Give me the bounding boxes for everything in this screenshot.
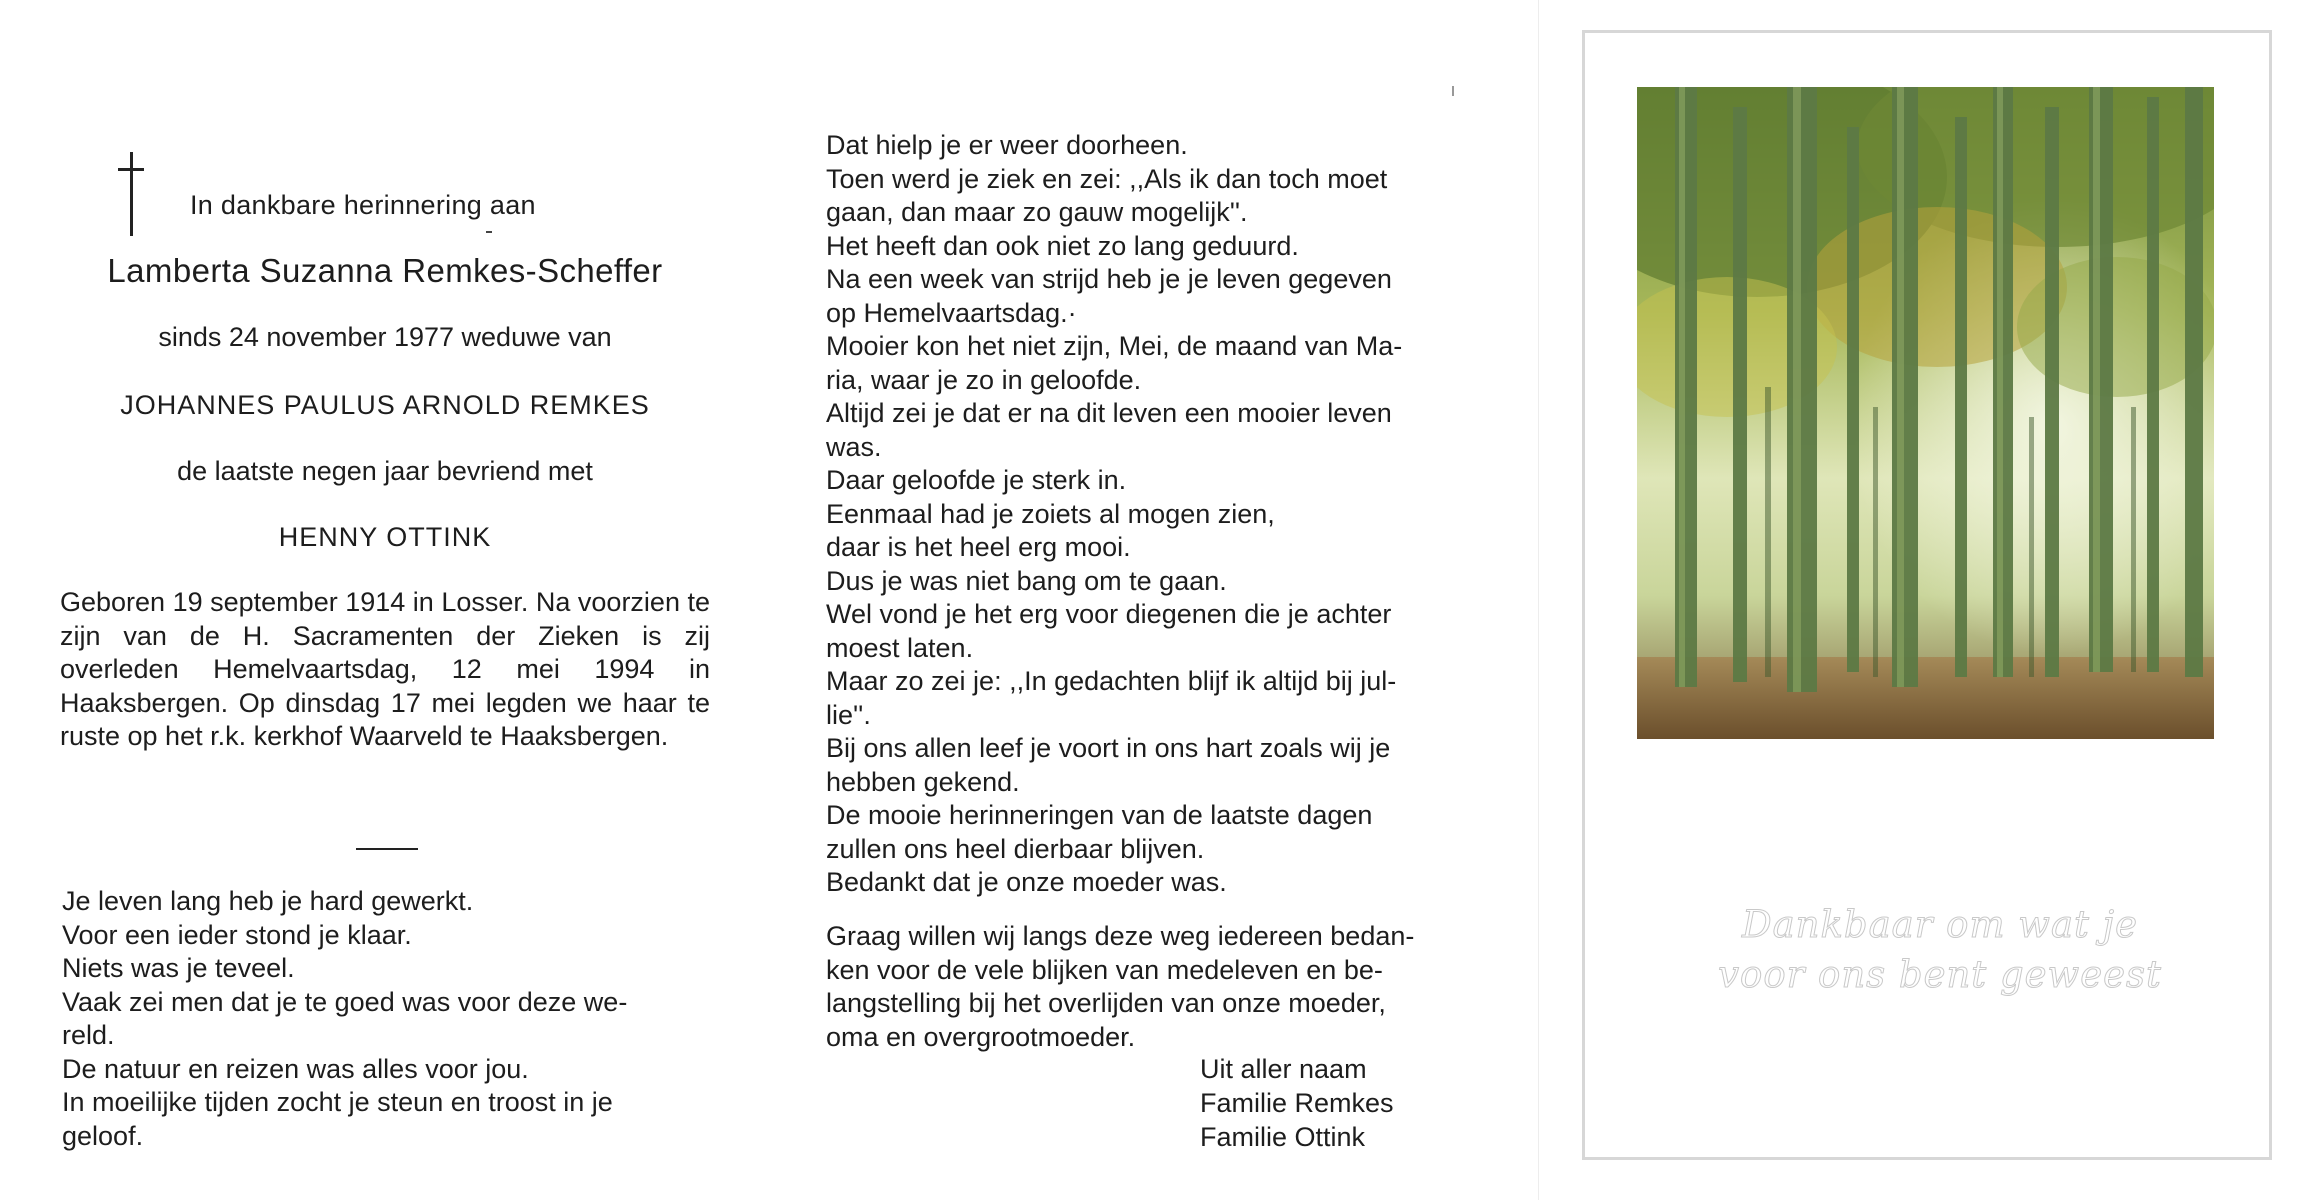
poem-line: In moeilijke tijden zocht je steun en troost in je bbox=[62, 1087, 613, 1117]
signature-line: Familie Remkes bbox=[1200, 1088, 1394, 1118]
poem-right-column bbox=[826, 129, 1476, 900]
print-mark bbox=[1452, 86, 1454, 96]
signature-line: Uit aller naam bbox=[1200, 1054, 1367, 1084]
poem-line: Vaak zei men dat je te goed was voor deze we- bbox=[62, 986, 628, 1017]
poem-line: daar is het heel erg mooi. bbox=[826, 532, 1131, 562]
poem-line: reld. bbox=[62, 1020, 115, 1050]
thanks-line: ken voor de vele blijken van medeleven en be- bbox=[826, 954, 1383, 985]
poem-line: Na een week van strijd heb je je leven gegeven bbox=[826, 264, 1392, 294]
poem-line: hebben gekend. bbox=[826, 766, 1020, 797]
poem-line: gaan, dan maar zo gauw mogelijk''. bbox=[826, 197, 1248, 227]
poem-line: Daar geloofde je sterk in. bbox=[826, 465, 1127, 495]
friend-name: HENNY OTTINK bbox=[278, 522, 492, 552]
poem-line: Je leven lang heb je hard gewerkt. bbox=[62, 886, 474, 916]
thanks-paragraph bbox=[826, 920, 1476, 1054]
poem-line: De mooie herinneringen van de laatste dagen bbox=[826, 800, 1373, 830]
poem-line: lie''. bbox=[826, 699, 871, 730]
husband-name: JOHANNES PAULUS ARNOLD REMKES bbox=[120, 390, 650, 420]
poem-line: zullen ons heel dierbaar blijven. bbox=[826, 833, 1205, 864]
poem-line: Dat hielp je er weer doorheen. bbox=[826, 130, 1188, 160]
friend-intro-text: de laatste negen jaar bevriend met bbox=[177, 456, 593, 486]
poem-line: Bij ons allen leef je voort in ons hart zoals wij je bbox=[826, 733, 1391, 763]
poem-line: was. bbox=[826, 431, 882, 462]
poem-line: De natuur en reizen was alles voor jou. bbox=[62, 1053, 529, 1084]
thanks-line: oma en overgrootmoeder. bbox=[826, 1021, 1136, 1052]
poem-line: Eenmaal had je zoiets al mogen zien, bbox=[826, 498, 1275, 529]
poem-line: moest laten. bbox=[826, 632, 974, 663]
poem-left-column bbox=[62, 885, 722, 1153]
poem-line: ria, waar je zo in geloofde. bbox=[826, 364, 1142, 395]
divider bbox=[356, 848, 418, 850]
signature-line: Familie Ottink bbox=[1200, 1122, 1366, 1152]
poem-line: Bedankt dat je onze moeder was. bbox=[826, 867, 1227, 897]
thanks-line: langstelling bij het overlijden van onze moeder, bbox=[826, 988, 1386, 1018]
signature-block bbox=[1200, 1052, 1394, 1154]
poem-line: Voor een ieder stond je klaar. bbox=[62, 919, 412, 950]
poem-line: Maar zo zei je: ,,In gedachten blijf ik altijd bij jul- bbox=[826, 666, 1397, 696]
print-mark bbox=[486, 231, 492, 233]
motto-line: Dankbaar om wat je bbox=[1741, 903, 2139, 946]
poem-line: Dus je was niet bang om te gaan. bbox=[826, 565, 1227, 596]
card-motto bbox=[1690, 900, 2190, 1000]
poem-line: Het heeft dan ook niet zo lang geduurd. bbox=[826, 230, 1299, 261]
poem-line: op Hemelvaartsdag.· bbox=[826, 297, 1077, 328]
cross-icon bbox=[118, 152, 144, 236]
motto-line: voor ons bent geweest bbox=[1718, 953, 2162, 996]
poem-line: Wel vond je het erg voor diegenen die je achter bbox=[826, 599, 1392, 629]
biography-paragraph: Geboren 19 september 1914 in Losser. Na voorzien te zijn van de H. Sacramenten der Zieken is zij overleden Hemelvaartsdag, 12 mei 1994 in Haaksbergen. Op dinsdag 17 mei legden we haar te ruste op het r.k. kerkhof Waarveld te Haaksbergen. bbox=[60, 587, 710, 751]
poem-line: geloof. bbox=[62, 1120, 144, 1151]
intro-text: In dankbare herinnering aan bbox=[190, 190, 536, 220]
widow-since-text: sinds 24 november 1977 weduwe van bbox=[158, 322, 612, 352]
thanks-line: Graag willen wij langs deze weg iedereen bedan- bbox=[826, 921, 1415, 951]
poem-line: Toen werd je ziek en zei: ,,Als ik dan toch moet bbox=[826, 163, 1388, 194]
poem-line: Mooier kon het niet zijn, Mei, de maand van Ma- bbox=[826, 331, 1403, 361]
forest-photo bbox=[1637, 87, 2214, 739]
poem-line: Altijd zei je dat er na dit leven een mooier leven bbox=[826, 398, 1392, 428]
deceased-name: Lamberta Suzanna Remkes-Scheffer bbox=[107, 252, 663, 289]
poem-line: Niets was je teveel. bbox=[62, 953, 295, 983]
